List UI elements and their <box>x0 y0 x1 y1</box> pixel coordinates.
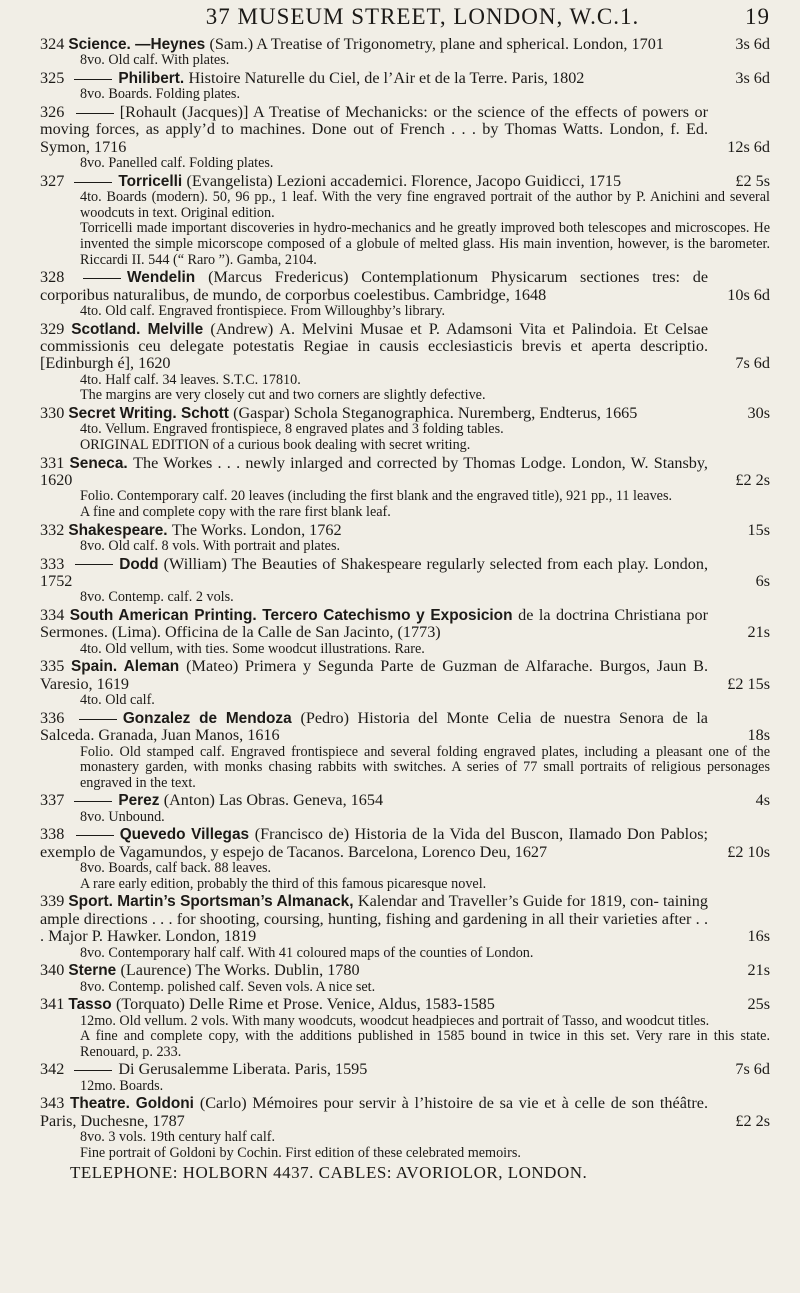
entry-description: (Carlo) Mémoires pour servir à l’histoire de sa vie et à celle de son théâtre. Paris, Duchesne, 1787 <box>40 1094 709 1130</box>
entry-note: Fine portrait of Goldoni by Cochin. First edition of these celebrated memoirs. <box>80 1144 521 1161</box>
entry-number: 324 <box>40 35 69 53</box>
entry-price: 7s 6d <box>735 1060 770 1079</box>
entry-number: 336 <box>40 708 73 727</box>
ditto-dash <box>76 835 114 836</box>
catalogue-entry <box>40 321 770 404</box>
entry-note: 8vo. Boards, calf back. 88 leaves. <box>80 860 272 877</box>
entry-note: 8vo. Contemp. calf. 2 vols. <box>80 589 234 606</box>
entry-author: Philibert. <box>118 70 189 87</box>
entry-description: (Pedro) Historia del Monte Celia de nuestra Senora de la Salceda. Granada, Juan Manos, 1616 <box>40 708 708 745</box>
entry-number: 343 <box>40 1094 70 1113</box>
entry-number: 331 <box>40 453 70 472</box>
entry-topic: Seneca. <box>69 454 134 472</box>
entry-topic: Shakespeare. <box>68 521 172 539</box>
entry-note: 4to. Vellum. Engraved frontispiece, 8 engraved plates and 3 folding tables. <box>80 421 504 438</box>
catalogue-entry <box>40 893 770 961</box>
entry-number: 327 <box>40 171 69 190</box>
entry-note: A fine and complete copy with the rare first blank leaf. <box>80 504 391 520</box>
entry-note: 8vo. Contemporary half calf. With 41 coloured maps of the counties of London. <box>80 944 534 961</box>
entry-title-line <box>40 455 770 490</box>
entry-title-line <box>40 405 770 422</box>
catalogue-entry <box>40 70 770 103</box>
entry-price: 12s 6d <box>727 137 770 156</box>
entry-description: (Andrew) A. Melvini Musae et P. Adamsoni Vita et Palindoia. Et Celsae commissionis ceu delegate potestatis Regiae in causis ecclesiasticis brevis et aperta descriptio. [Edinburgh é], 1620 <box>40 319 709 373</box>
entry-title-line <box>40 556 770 591</box>
entry-title-line <box>40 792 770 809</box>
catalogue-entry <box>40 1061 770 1094</box>
entry-topic: South American Printing. <box>69 607 263 624</box>
entry-description: (Gaspar) Schola Steganographica. Nuremberg, Endterus, 1665 <box>233 404 638 422</box>
entry-number: 338 <box>40 825 70 844</box>
entry-description: (Torquato) Delle Rime et Prose. Venice, Aldus, 1583-1585 <box>115 995 495 1014</box>
entry-description: (Francisco de) Historia de la Vida del Buscon, Ilamado Don Pablos; exemplo de Vagamundos, y espejo de Tacanos. Barcelona, Lorenco Deu, 1627 <box>40 825 708 861</box>
entry-price: 3s 6d <box>735 69 770 87</box>
entry-description: The Works. London, 1762 <box>171 520 342 539</box>
entry-description: (Sam.) A Treatise of Trigonometry, plane and spherical. London, 1701 <box>209 35 664 53</box>
entry-note: The margins are very closely cut and two corners are slightly defective. <box>80 387 486 404</box>
entry-author: Schott <box>180 405 234 422</box>
entry-number: 337 <box>40 791 69 810</box>
entry-author: Aleman <box>123 658 187 676</box>
entry-note: 8vo. Old calf. 8 vols. With portrait and plates. <box>80 538 341 554</box>
entry-author: Tercero Catechismo y Exposicion <box>262 607 519 624</box>
entry-author: Melville <box>147 320 211 338</box>
entry-title-line <box>40 269 770 304</box>
entry-title-line <box>40 70 770 87</box>
entry-topic: Tasso <box>68 996 116 1014</box>
entry-title-line <box>40 658 770 693</box>
catalogue-entry <box>40 522 770 555</box>
page-number: 19 <box>745 4 770 29</box>
catalogue-entry <box>40 556 770 606</box>
entry-note: Folio. Contemporary calf. 20 leaves (including the first blank and the engraved title), 921 pp., 11 leaves. <box>80 488 673 505</box>
entry-description: (Anton) Las Obras. Geneva, 1654 <box>163 791 384 810</box>
catalogue-entry <box>40 36 770 69</box>
entry-note: 8vo. Unbound. <box>80 808 165 825</box>
entry-price: 15s <box>747 520 770 539</box>
entry-number: 328 <box>40 268 78 287</box>
ditto-dash <box>75 564 113 565</box>
entry-note: 8vo. Contemp. polished calf. Seven vols. A nice set. <box>80 978 376 995</box>
entry-note: Folio. Old stamped calf. Engraved frontispiece and several folding engraved plates, including a pleasant one of the monastery garden, with monks chasing rabbits with switches. A series of 77 small portraits of religious personages engraved in the text. <box>80 743 770 791</box>
entry-price: 25s <box>747 995 770 1014</box>
entry-description: [Rohault (Jacques)] A Treatise of Mechanicks: or the science of the effects of powers or moving forces, as apply’d to machines. Done out of French . . . by Thomas Watts. London, f. Ed. Symon, 1716 <box>40 103 708 156</box>
entry-topic: Sport. <box>68 893 118 911</box>
entry-number: 342 <box>40 1060 69 1079</box>
page-footer: TELEPHONE: HOLBORN 4437. CABLES: AVORIOLOR, LONDON. <box>70 1163 588 1183</box>
entry-price: 6s <box>755 572 770 590</box>
entry-description: (Evangelista) Lezioni accademici. Florence, Jacopo Guidicci, 1715 <box>186 171 622 190</box>
entry-number: 330 <box>40 404 69 422</box>
entry-description: de la doctrina Christiana por Sermones. (Lima). Officina de la Calle de San Jacinto, (1773) <box>40 606 708 642</box>
entry-description: Di Gerusalemme Liberata. Paris, 1595 <box>118 1060 368 1079</box>
entry-title-line <box>40 710 770 745</box>
entry-price: £2 15s <box>727 674 770 693</box>
entry-title-line <box>40 173 770 190</box>
catalogue-entry <box>40 962 770 995</box>
entry-number: 335 <box>40 657 72 676</box>
entry-price: 18s <box>747 726 770 745</box>
entry-title-line <box>40 996 770 1013</box>
entry-note: 8vo. 3 vols. 19th century half calf. <box>80 1129 276 1146</box>
catalogue-entry <box>40 710 770 792</box>
ditto-dash <box>74 79 112 80</box>
entry-price: 3s 6d <box>735 35 770 53</box>
catalogue-entry <box>40 792 770 825</box>
entry-note: 12mo. Boards. <box>80 1077 164 1094</box>
entry-topic: Theatre. <box>69 1095 136 1113</box>
entry-note: 8vo. Old calf. With plates. <box>80 52 230 69</box>
entry-author: Dodd <box>119 555 164 573</box>
entry-note: 8vo. Panelled calf. Folding plates. <box>80 155 274 172</box>
catalogue-entry <box>40 173 770 268</box>
entry-title-line <box>40 104 770 156</box>
entry-description: (Marcus Fredericus) Contemplationum Physicarum sectiones tres: de corporibus naturalibus, de mundo, de corporbus coelestibus. Cambridge, 1648 <box>40 268 709 304</box>
entry-topic: Spain. <box>71 658 124 676</box>
catalogue-entry <box>40 405 770 454</box>
entry-price: 4s <box>755 791 770 810</box>
entry-author: —Heynes <box>135 36 210 53</box>
entry-title-line <box>40 1095 770 1130</box>
entry-price: £2 2s <box>735 471 770 489</box>
entry-price: 21s <box>747 961 770 980</box>
entry-title-line <box>40 826 770 861</box>
catalogue-entry <box>40 269 770 319</box>
entry-number: 334 <box>40 606 70 624</box>
entry-price: £2 2s <box>735 1111 770 1130</box>
entry-price: 16s <box>747 927 770 946</box>
entry-note: ORIGINAL EDITION of a curious book dealing with secret writing. <box>80 437 471 453</box>
entry-description: (William) The Beauties of Shakespeare regularly selected from each play. London, 1752 <box>40 554 708 590</box>
catalogue-entry <box>40 104 770 172</box>
entry-price: 21s <box>747 623 770 642</box>
entry-number: 341 <box>40 995 69 1014</box>
entry-topic: Secret Writing. <box>68 405 181 422</box>
entry-price: 7s 6d <box>735 354 770 373</box>
entry-note: 4to. Old calf. Engraved frontispiece. From Willoughby’s library. <box>80 303 446 319</box>
entry-title-line <box>40 36 770 53</box>
entry-author: Goldoni <box>135 1095 200 1113</box>
entry-title-line <box>40 962 770 979</box>
entry-author: Martin’s Sportsman’s Almanack, <box>117 893 358 911</box>
entry-title-line <box>40 1061 770 1078</box>
catalogue-entry <box>40 607 770 657</box>
catalogue-entries <box>40 36 770 1161</box>
entry-note: A fine and complete copy, with the additions published in 1585 bound in twice in this set. Very rare in this state. Renouard, p. 233. <box>80 1028 770 1060</box>
entry-description: The Workes . . . newly inlarged and corrected by Thomas Lodge. London, W. Stansby, 1620 <box>40 453 708 489</box>
entry-price: £2 10s <box>727 842 770 861</box>
entry-author: Quevedo Villegas <box>119 826 255 844</box>
entry-number: 340 <box>40 961 69 980</box>
ditto-dash <box>79 719 117 720</box>
entry-description: (Laurence) The Works. Dublin, 1780 <box>120 961 360 980</box>
entry-note: 12mo. Old vellum. 2 vols. With many woodcuts, woodcut headpieces and portrait of Tasso, and woodcut titles. <box>80 1012 710 1029</box>
entry-number: 329 <box>40 319 72 338</box>
entry-title-line <box>40 607 770 642</box>
entry-note: 4to. Old calf. <box>80 692 155 709</box>
ditto-dash <box>83 278 121 279</box>
catalogue-entry <box>40 996 770 1060</box>
entry-number: 326 <box>40 103 70 121</box>
entry-title-line <box>40 522 770 539</box>
entry-author: Torricelli <box>118 172 187 190</box>
ditto-dash <box>74 182 112 183</box>
catalogue-entry <box>40 658 770 708</box>
catalogue-entry <box>40 826 770 892</box>
catalogue-entry <box>40 1095 770 1161</box>
entry-description: Histoire Naturelle du Ciel, de l’Air et de la Terre. Paris, 1802 <box>188 69 585 87</box>
entry-author: Gonzalez de Mendoza <box>122 709 301 727</box>
entry-note: 4to. Half calf. 34 leaves. S.T.C. 17810. <box>80 371 301 388</box>
entry-title-line <box>40 321 770 373</box>
catalogue-entry <box>40 455 770 521</box>
ditto-dash <box>76 113 114 114</box>
ditto-dash <box>74 801 112 802</box>
entry-price: £2 5s <box>735 171 770 190</box>
entry-description: (Mateo) Primera y Segunda Parte de Guzman de Alfarache. Burgos, Jaun B. Varesio, 1619 <box>40 657 709 693</box>
entry-title-line <box>40 893 770 945</box>
entry-note: 8vo. Boards. Folding plates. <box>80 86 240 103</box>
entry-topic: Scotland. <box>71 320 148 338</box>
entry-note: A rare early edition, probably the third of this famous picaresque novel. <box>80 875 487 892</box>
entry-note: Torricelli made important discoveries in hydro-mechanics and he greatly improved both telescopes and microscopes. He invented the simple micorscope composed of a globule of melted glass. His main invention, however, is the barometer. Riccardi II. 544 (“ Raro ”). Gamba, 2104. <box>80 220 770 268</box>
entry-number: 332 <box>40 520 69 539</box>
entry-number: 339 <box>40 892 69 911</box>
entry-description: Kalendar and Traveller’s Guide for 1819, con- taining ample directions . . . for shooting, coursing, hunting, fishing and gardening in all their varieties after . . . Major P. Hawker. London, 1819 <box>40 892 708 946</box>
entry-author: Wendelin <box>127 269 209 287</box>
page-header-title: 37 MUSEUM STREET, LONDON, W.C.1. <box>205 4 640 29</box>
page-header <box>40 4 770 30</box>
entry-number: 325 <box>40 69 69 87</box>
entry-note: 4to. Old vellum, with ties. Some woodcut illustrations. Rare. <box>80 640 425 657</box>
entry-price: 30s <box>747 404 770 422</box>
entry-note: 4to. Boards (modern). 50, 96 pp., 1 leaf. With the very fine engraved portrait of the author by P. Anichini and several woodcuts in text. Original edition. <box>80 189 770 221</box>
ditto-dash <box>74 1070 112 1071</box>
entry-number: 333 <box>40 554 70 573</box>
entry-price: 10s 6d <box>727 285 770 304</box>
entry-topic: Sterne <box>68 962 121 980</box>
entry-author: Perez <box>118 792 164 810</box>
entry-topic: Science. <box>68 36 136 53</box>
